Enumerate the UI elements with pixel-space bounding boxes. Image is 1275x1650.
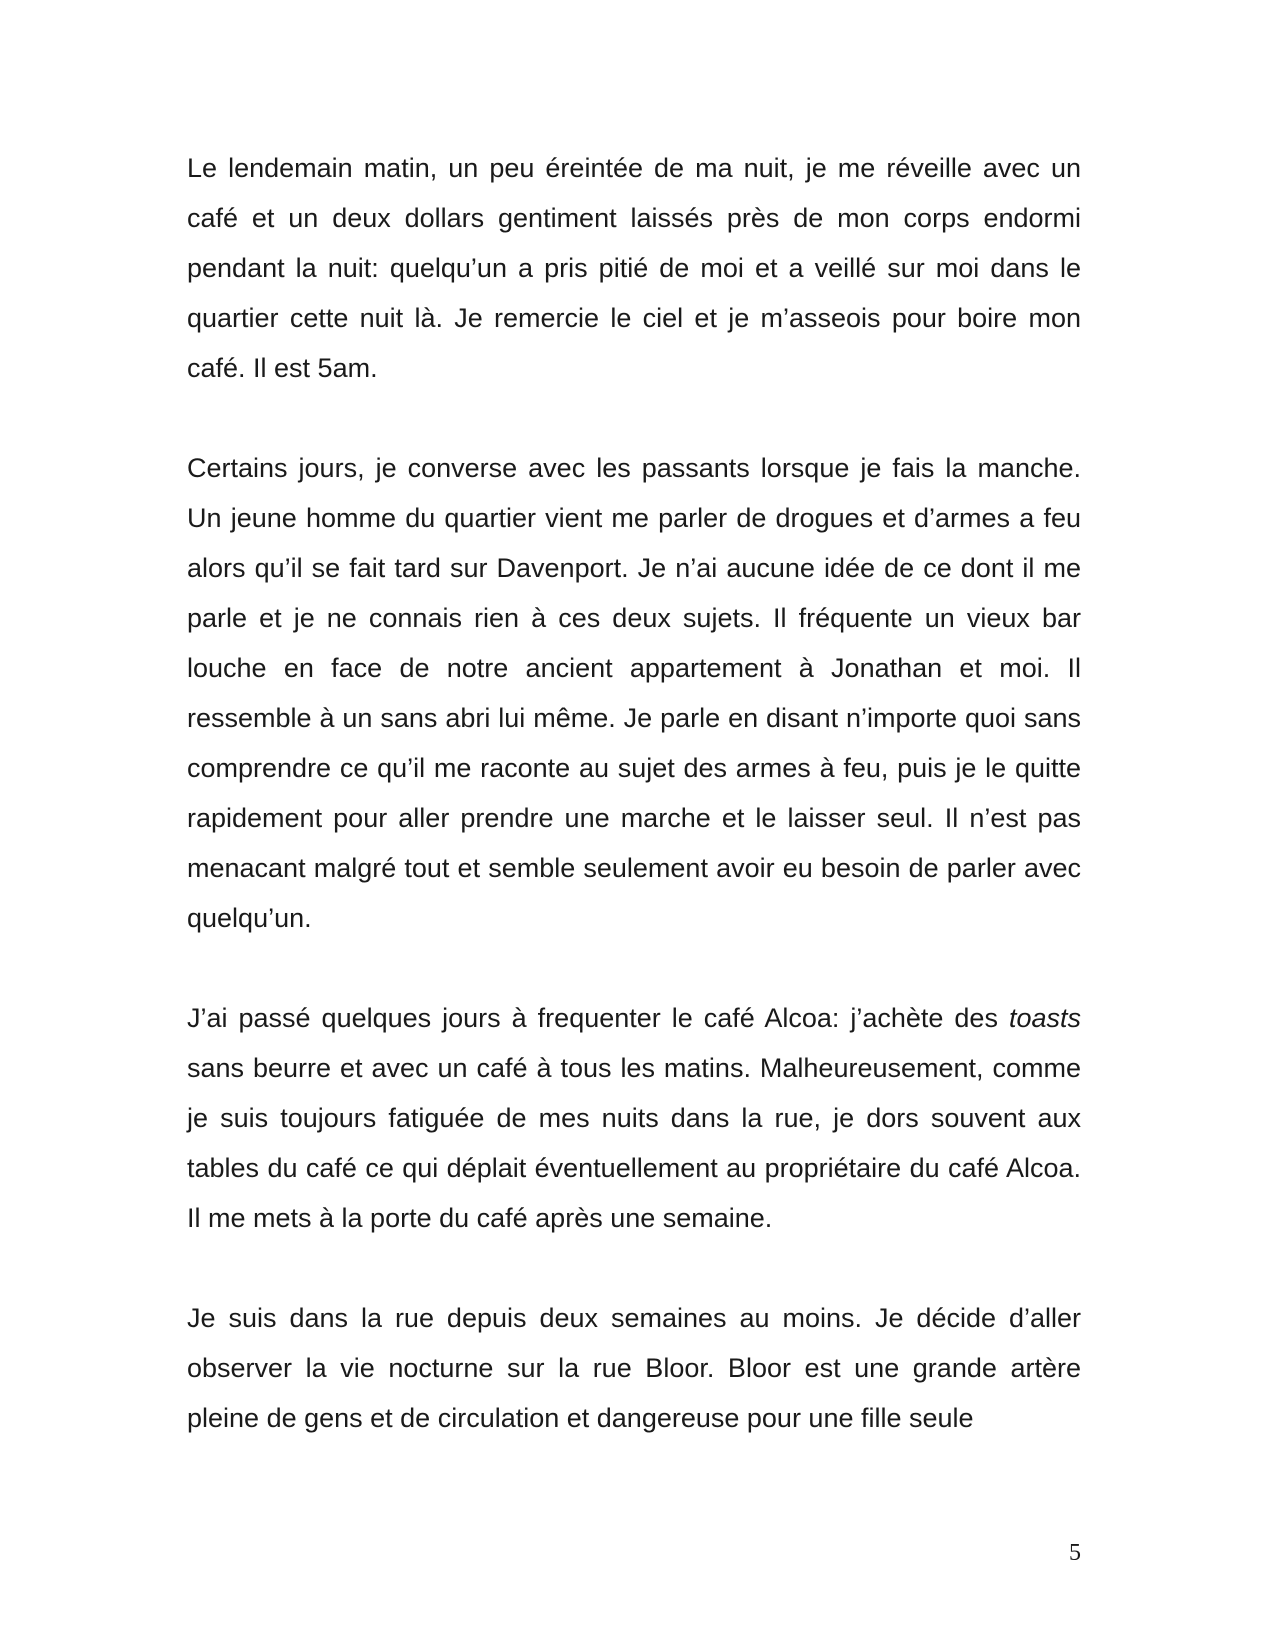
paragraph-1: [187, 143, 1081, 393]
text-run: Certains jours, je converse avec les passants lorsque je fais la manche. Un jeune homme du quartier vient me parler de drogues et d’armes a feu alors qu’il se fait tard sur Davenport. Je n’ai aucune idée de ce dont il me parle et je ne connais rien à ces deux sujets. Il fréquente un vieux bar louche en face de notre ancient appartement à Jonathan et moi. Il ressemble à un sans abri lui même. Je parle en disant n’importe quoi sans comprendre ce qu’il me raconte au sujet des armes à feu, puis je le quitte rapidement pour aller prendre une marche et le laisser seul. Il n’est pas menacant malgré tout et semble seulement avoir eu besoin de parler avec quelqu’un.: [187, 453, 1081, 933]
paragraph-2: [187, 443, 1081, 943]
paragraph-3: [187, 993, 1081, 1243]
text-run: Le lendemain matin, un peu éreintée de ma nuit, je me réveille avec un café et un deux dollars gentiment laissés près de mon corps endormi pendant la nuit: quelqu’un a pris pitié de moi et a veillé sur moi dans le quartier cette nuit là. Je remercie le ciel et je m’asseois pour boire mon café. Il est 5am.: [187, 153, 1081, 383]
text-run: sans beurre et avec un café à tous les matins. Malheureusement, comme je suis toujours fatiguée de mes nuits dans la rue, je dors souvent aux tables du café ce qui déplait éventuellement au propriétaire du café Alcoa. Il me mets à la porte du café après une semaine.: [187, 1053, 1081, 1233]
italic-text-run: toasts: [1008, 1003, 1081, 1033]
body-text: [187, 143, 1081, 1443]
text-run: Je suis dans la rue depuis deux semaines au moins. Je décide d’aller observer la vie nocturne sur la rue Bloor. Bloor est une grande artère pleine de gens et de circulation et dangereuse pour une fille seule: [187, 1303, 1081, 1433]
paragraph-4: [187, 1293, 1081, 1443]
text-run: J’ai passé quelques jours à frequenter le café Alcoa: j’achète des: [187, 1003, 1009, 1033]
page-number: 5: [1069, 1540, 1081, 1566]
